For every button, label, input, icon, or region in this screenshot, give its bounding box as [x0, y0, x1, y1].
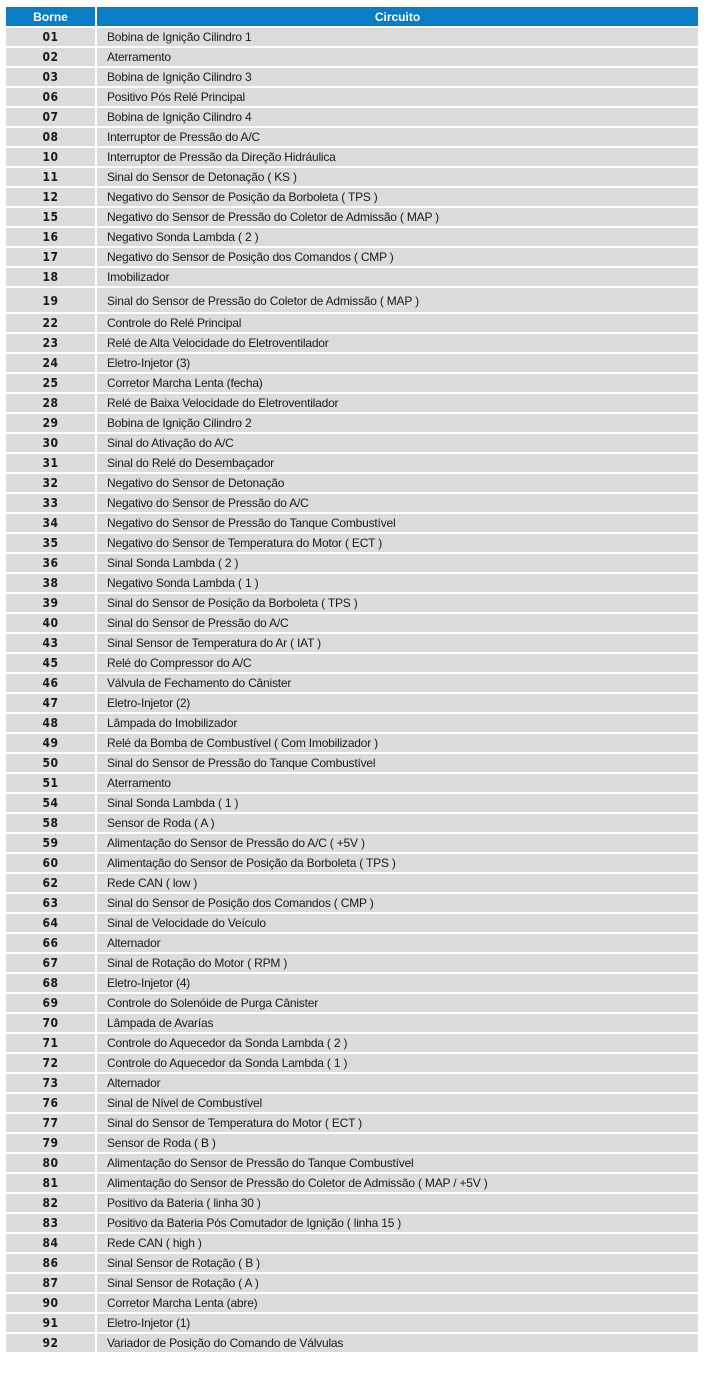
borne-cell: 87 [6, 1273, 96, 1293]
circuito-cell: Sinal do Sensor de Pressão do Tanque Combustível [96, 753, 698, 773]
circuito-cell: Positivo Pós Relé Principal [96, 87, 698, 107]
table-row [6, 893, 698, 913]
borne-cell: 81 [6, 1173, 96, 1193]
borne-cell: 51 [6, 773, 96, 793]
circuito-cell: Relé do Compressor do A/C [96, 653, 698, 673]
circuito-cell: Sinal do Sensor de Posição da Borboleta ( TPS ) [96, 593, 698, 613]
table-row [6, 373, 698, 393]
borne-cell: 49 [6, 733, 96, 753]
table-row [6, 107, 698, 127]
table-row [6, 27, 698, 47]
circuito-cell: Eletro-Injetor (1) [96, 1313, 698, 1333]
table-row [6, 87, 698, 107]
circuito-cell: Alimentação do Sensor de Pressão do Tanque Combustível [96, 1153, 698, 1173]
circuito-cell: Negativo do Sensor de Pressão do Tanque Combustível [96, 513, 698, 533]
table-row [6, 633, 698, 653]
borne-cell: 80 [6, 1153, 96, 1173]
circuito-cell: Positivo da Bateria Pós Comutador de Ignição ( linha 15 ) [96, 1213, 698, 1233]
circuito-cell: Controle do Aquecedor da Sonda Lambda ( 1 ) [96, 1053, 698, 1073]
pinout-table-container [6, 7, 698, 1354]
borne-cell: 91 [6, 1313, 96, 1333]
borne-cell: 18 [6, 267, 96, 287]
borne-cell: 73 [6, 1073, 96, 1093]
borne-cell: 86 [6, 1253, 96, 1273]
circuito-cell: Eletro-Injetor (3) [96, 353, 698, 373]
borne-cell: 62 [6, 873, 96, 893]
table-row [6, 313, 698, 333]
table-row [6, 593, 698, 613]
table-row [6, 1253, 698, 1273]
table-row [6, 653, 698, 673]
circuito-cell: Alimentação do Sensor de Pressão do Coletor de Admissão ( MAP / +5V ) [96, 1173, 698, 1193]
circuito-cell: Eletro-Injetor (4) [96, 973, 698, 993]
borne-cell: 07 [6, 107, 96, 127]
table-row [6, 67, 698, 87]
circuito-cell: Negativo do Sensor de Posição da Borboleta ( TPS ) [96, 187, 698, 207]
table-row [6, 1113, 698, 1133]
table-row [6, 1293, 698, 1313]
circuito-cell: Relé da Bomba de Combustível ( Com Imobilizador ) [96, 733, 698, 753]
column-header-circuito: Circuito [96, 7, 698, 27]
table-row [6, 247, 698, 267]
borne-cell: 43 [6, 633, 96, 653]
circuito-cell: Alimentação do Sensor de Posição da Borboleta ( TPS ) [96, 853, 698, 873]
table-row [6, 673, 698, 693]
table-row [6, 1073, 698, 1093]
borne-cell: 60 [6, 853, 96, 873]
borne-cell: 70 [6, 1013, 96, 1033]
table-row [6, 833, 698, 853]
table-row [6, 353, 698, 373]
borne-cell: 90 [6, 1293, 96, 1313]
table-row [6, 453, 698, 473]
circuito-cell: Lâmpada do Imobilizador [96, 713, 698, 733]
borne-cell: 02 [6, 47, 96, 67]
circuito-cell: Positivo da Bateria ( linha 30 ) [96, 1193, 698, 1213]
circuito-cell: Bobina de Ignição Cilindro 1 [96, 27, 698, 47]
borne-cell: 11 [6, 167, 96, 187]
table-row [6, 393, 698, 413]
table-body [6, 27, 698, 1353]
borne-cell: 79 [6, 1133, 96, 1153]
borne-cell: 58 [6, 813, 96, 833]
circuito-cell: Eletro-Injetor (2) [96, 693, 698, 713]
table-row [6, 853, 698, 873]
table-row [6, 933, 698, 953]
circuito-cell: Relé de Alta Velocidade do Eletroventilador [96, 333, 698, 353]
borne-cell: 08 [6, 127, 96, 147]
circuito-cell: Sinal Sensor de Rotação ( B ) [96, 1253, 698, 1273]
circuito-cell: Sinal de Velocidade do Veículo [96, 913, 698, 933]
circuito-cell: Negativo do Sensor de Detonação [96, 473, 698, 493]
circuito-cell: Sinal de Rotação do Motor ( RPM ) [96, 953, 698, 973]
borne-cell: 24 [6, 353, 96, 373]
borne-cell: 34 [6, 513, 96, 533]
table-row [6, 333, 698, 353]
table-row [6, 1173, 698, 1193]
borne-cell: 22 [6, 313, 96, 333]
circuito-cell: Imobilizador [96, 267, 698, 287]
borne-cell: 47 [6, 693, 96, 713]
borne-cell: 48 [6, 713, 96, 733]
borne-cell: 35 [6, 533, 96, 553]
borne-cell: 23 [6, 333, 96, 353]
table-row [6, 493, 698, 513]
table-row [6, 733, 698, 753]
borne-cell: 38 [6, 573, 96, 593]
borne-cell: 72 [6, 1053, 96, 1073]
table-row [6, 1133, 698, 1153]
circuito-cell: Sinal Sonda Lambda ( 1 ) [96, 793, 698, 813]
circuito-cell: Sinal Sonda Lambda ( 2 ) [96, 553, 698, 573]
table-header-row [6, 7, 698, 27]
borne-cell: 01 [6, 27, 96, 47]
circuito-cell: Interruptor de Pressão do A/C [96, 127, 698, 147]
table-row [6, 1233, 698, 1253]
borne-cell: 64 [6, 913, 96, 933]
borne-cell: 19 [6, 287, 96, 313]
borne-cell: 71 [6, 1033, 96, 1053]
borne-cell: 39 [6, 593, 96, 613]
borne-cell: 67 [6, 953, 96, 973]
circuito-cell: Alternador [96, 1073, 698, 1093]
circuito-cell: Sinal do Ativação do A/C [96, 433, 698, 453]
circuito-cell: Aterramento [96, 47, 698, 67]
circuito-cell: Sinal Sensor de Temperatura do Ar ( IAT ) [96, 633, 698, 653]
table-row [6, 47, 698, 67]
table-row [6, 573, 698, 593]
borne-cell: 28 [6, 393, 96, 413]
circuito-cell: Negativo Sonda Lambda ( 2 ) [96, 227, 698, 247]
borne-cell: 63 [6, 893, 96, 913]
circuito-cell: Sinal do Sensor de Temperatura do Motor ( ECT ) [96, 1113, 698, 1133]
borne-cell: 77 [6, 1113, 96, 1133]
circuito-cell: Corretor Marcha Lenta (fecha) [96, 373, 698, 393]
circuito-cell: Sinal do Sensor de Pressão do Coletor de Admissão ( MAP ) [96, 287, 698, 313]
table-row [6, 227, 698, 247]
borne-cell: 40 [6, 613, 96, 633]
circuito-cell: Rede CAN ( high ) [96, 1233, 698, 1253]
table-row [6, 873, 698, 893]
borne-cell: 92 [6, 1333, 96, 1353]
circuito-cell: Alternador [96, 933, 698, 953]
borne-cell: 46 [6, 673, 96, 693]
table-row [6, 793, 698, 813]
circuito-cell: Sinal do Sensor de Pressão do A/C [96, 613, 698, 633]
borne-cell: 69 [6, 993, 96, 1013]
table-row [6, 267, 698, 287]
circuito-cell: Controle do Aquecedor da Sonda Lambda ( 2 ) [96, 1033, 698, 1053]
table-row [6, 693, 698, 713]
circuito-cell: Bobina de Ignição Cilindro 4 [96, 107, 698, 127]
borne-cell: 16 [6, 227, 96, 247]
circuito-cell: Negativo do Sensor de Posição dos Comandos ( CMP ) [96, 247, 698, 267]
borne-cell: 68 [6, 973, 96, 993]
table-row [6, 187, 698, 207]
table-row [6, 1053, 698, 1073]
borne-cell: 82 [6, 1193, 96, 1213]
circuito-cell: Sinal do Sensor de Detonação ( KS ) [96, 167, 698, 187]
table-row [6, 533, 698, 553]
borne-cell: 50 [6, 753, 96, 773]
circuito-cell: Bobina de Ignição Cilindro 3 [96, 67, 698, 87]
table-row [6, 1313, 698, 1333]
borne-cell: 29 [6, 413, 96, 433]
circuito-cell: Bobina de Ignição Cilindro 2 [96, 413, 698, 433]
table-row [6, 413, 698, 433]
circuito-cell: Sinal do Relé do Desembaçador [96, 453, 698, 473]
pinout-table [6, 7, 698, 1354]
table-row [6, 1033, 698, 1053]
borne-cell: 17 [6, 247, 96, 267]
circuito-cell: Relé de Baixa Velocidade do Eletroventilador [96, 393, 698, 413]
borne-cell: 54 [6, 793, 96, 813]
circuito-cell: Aterramento [96, 773, 698, 793]
table-row [6, 953, 698, 973]
borne-cell: 25 [6, 373, 96, 393]
table-row [6, 473, 698, 493]
table-row [6, 773, 698, 793]
table-row [6, 513, 698, 533]
borne-cell: 36 [6, 553, 96, 573]
table-row [6, 1333, 698, 1353]
circuito-cell: Negativo Sonda Lambda ( 1 ) [96, 573, 698, 593]
circuito-cell: Negativo do Sensor de Pressão do Coletor de Admissão ( MAP ) [96, 207, 698, 227]
borne-cell: 83 [6, 1213, 96, 1233]
circuito-cell: Alimentação do Sensor de Pressão do A/C ( +5V ) [96, 833, 698, 853]
borne-cell: 66 [6, 933, 96, 953]
borne-cell: 30 [6, 433, 96, 453]
table-row [6, 973, 698, 993]
borne-cell: 59 [6, 833, 96, 853]
table-row [6, 1013, 698, 1033]
borne-cell: 32 [6, 473, 96, 493]
table-row [6, 613, 698, 633]
table-row [6, 753, 698, 773]
table-row [6, 813, 698, 833]
table-row [6, 1093, 698, 1113]
circuito-cell: Controle do Solenóide de Purga Cânister [96, 993, 698, 1013]
borne-cell: 31 [6, 453, 96, 473]
table-row [6, 1193, 698, 1213]
table-row [6, 713, 698, 733]
borne-cell: 76 [6, 1093, 96, 1113]
circuito-cell: Válvula de Fechamento do Cânister [96, 673, 698, 693]
table-row [6, 287, 698, 313]
borne-cell: 03 [6, 67, 96, 87]
borne-cell: 10 [6, 147, 96, 167]
table-row [6, 913, 698, 933]
table-row [6, 553, 698, 573]
circuito-cell: Negativo do Sensor de Temperatura do Motor ( ECT ) [96, 533, 698, 553]
table-row [6, 1153, 698, 1173]
circuito-cell: Sinal do Sensor de Posição dos Comandos ( CMP ) [96, 893, 698, 913]
borne-cell: 15 [6, 207, 96, 227]
circuito-cell: Interruptor de Pressão da Direção Hidráulica [96, 147, 698, 167]
circuito-cell: Rede CAN ( low ) [96, 873, 698, 893]
table-row [6, 127, 698, 147]
table-row [6, 433, 698, 453]
table-row [6, 167, 698, 187]
circuito-cell: Sinal de Nível de Combustível [96, 1093, 698, 1113]
borne-cell: 45 [6, 653, 96, 673]
circuito-cell: Sensor de Roda ( B ) [96, 1133, 698, 1153]
circuito-cell: Corretor Marcha Lenta (abre) [96, 1293, 698, 1313]
circuito-cell: Negativo do Sensor de Pressão do A/C [96, 493, 698, 513]
table-row [6, 1213, 698, 1233]
table-row [6, 147, 698, 167]
borne-cell: 12 [6, 187, 96, 207]
borne-cell: 06 [6, 87, 96, 107]
table-row [6, 1273, 698, 1293]
circuito-cell: Lâmpada de Avarías [96, 1013, 698, 1033]
table-row [6, 207, 698, 227]
table-row [6, 993, 698, 1013]
circuito-cell: Variador de Posição do Comando de Válvulas [96, 1333, 698, 1353]
borne-cell: 33 [6, 493, 96, 513]
circuito-cell: Sensor de Roda ( A ) [96, 813, 698, 833]
circuito-cell: Sinal Sensor de Rotação ( A ) [96, 1273, 698, 1293]
column-header-borne: Borne [6, 7, 96, 27]
borne-cell: 84 [6, 1233, 96, 1253]
circuito-cell: Controle do Relé Principal [96, 313, 698, 333]
